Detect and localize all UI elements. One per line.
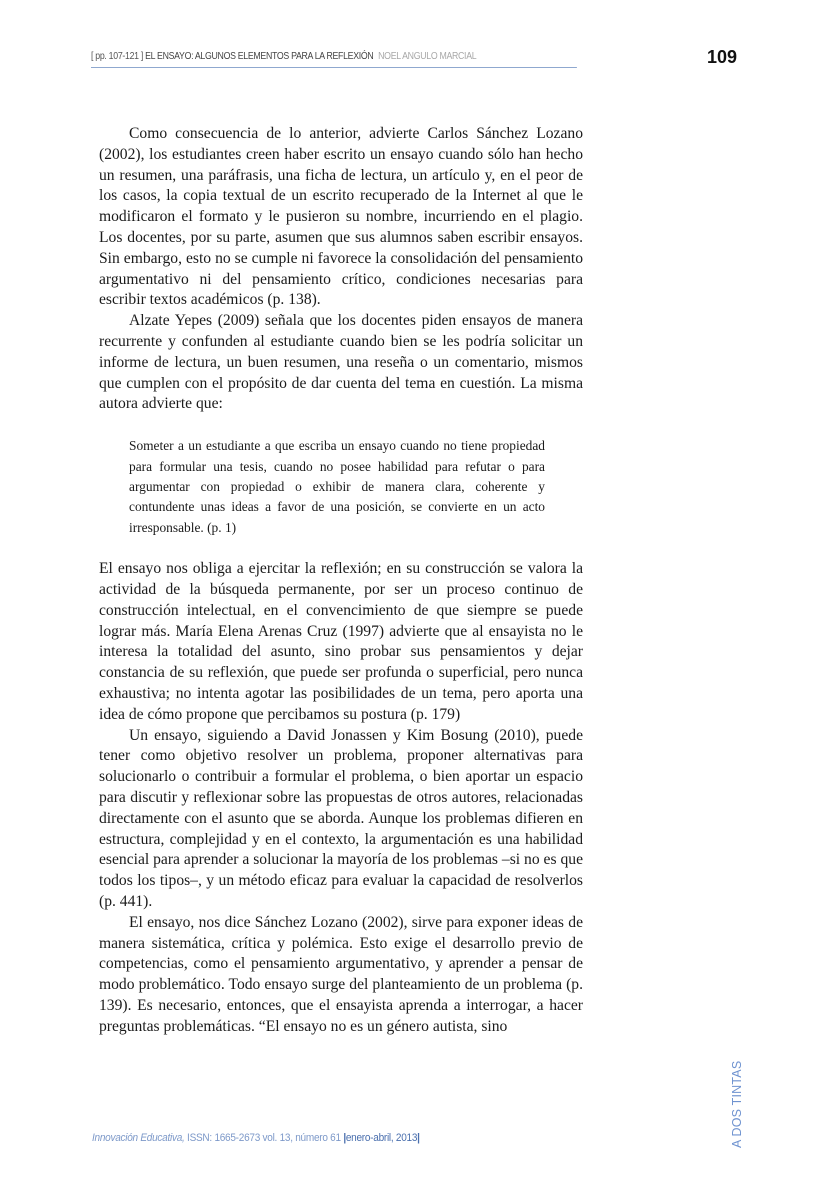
separator: | xyxy=(417,1132,420,1144)
page-range: [ pp. 107-121 ] xyxy=(91,51,143,62)
article-title: EL ENSAYO: ALGUNOS ELEMENTOS PARA LA REFLEXIÓN xyxy=(145,51,374,62)
paragraph: Como consecuencia de lo anterior, advierte Carlos Sánchez Lozano (2002), los estudiantes creen haber escrito un ensayo cuando sólo han hecho un resumen, una paráfrasis, una ficha de lectura, un artículo y, en el peor de los casos, la copia textual de un escrito recuperado de la Internet al que le modificaron el formato y le pusieron su nombre, incurriendo en el plagio. Los docentes, por su parte, asumen que sus alumnos saben escribir ensayos. Sin embargo, esto no se cumple ni favorece la consolidación del pensamiento argumentativo ni del pensamiento crítico, condiciones necesarias para escribir textos académicos (p. 138). xyxy=(99,125,583,309)
page-number: 109 xyxy=(707,47,738,67)
block-quote: Someter a un estudiante a que escriba un ensayo cuando no tiene propiedad para formular una tesis, cuando no posee habilidad para refutar o para argumentar con propiedad o exhibir de manera clara, coherente y contundente unas ideas a favor de una posición, se convierte en un acto irresponsable. (p. 1) xyxy=(129,438,545,535)
section-label: A DOS TINTAS xyxy=(730,1060,744,1148)
paragraph: Un ensayo, siguiendo a David Jonassen y Kim Bosung (2010), puede tener como objetivo resolver un problema, proponer alternativas para solucionarlo o contribuir a formular el problema, o bien aportar un espacio para discutir y reflexionar sobre las propuestas de otros autores, relacionadas directamente con el asunto que se aborda. Aunque los problemas difieren en estructura, complejidad y en el contexto, la argumentación es una habilidad esencial para aprender a solucionar la mayoría de los problemas –si no es que todos los tipos–, y un método eficaz para evaluar la capacidad de resolverlos (p. 441). xyxy=(99,726,583,910)
article-body xyxy=(99,124,583,1038)
paragraph: Alzate Yepes (2009) señala que los docentes piden ensayos de manera recurrente y confunden al estudiante cuando bien se les podría solicitar un informe de lectura, un buen resumen, una reseña o un comentario, mismos que cumplen con el propósito de dar cuenta del tema en cuestión. La misma autora advierte que: xyxy=(99,312,583,413)
paragraph: El ensayo nos obliga a ejercitar la reflexión; en su construcción se valora la actividad de la búsqueda permanente, por ser un proceso continuo de construcción intelectual, en el convencimiento de que siempre se puede lograr más. María Elena Arenas Cruz (1997) advierte que al ensayista no le interesa la totalidad del asunto, sino probar sus pensamientos y dejar constancia de su reflexión, que puede ser profunda o superficial, pero nunca exhaustiva; no intenta agotar las posibilidades de un tema, pero aporta una idea de cómo propone que percibamos su postura (p. 179) xyxy=(99,560,583,723)
journal-name: Innovación Educativa, xyxy=(92,1132,185,1144)
journal-footer xyxy=(92,1132,420,1144)
running-header xyxy=(91,50,577,68)
separator: | xyxy=(343,1132,346,1144)
issn-info: ISSN: 1665-2673 vol. 13, número 61 xyxy=(184,1132,344,1144)
issue-date: enero-abril, 2013 xyxy=(345,1132,418,1144)
author-name: NOEL ANGULO MARCIAL xyxy=(378,51,477,62)
paragraph: El ensayo, nos dice Sánchez Lozano (2002), sirve para exponer ideas de manera sistemática, crítica y polémica. Esto exige el desarrollo previo de competencias, como el pensamiento argumentativo, y aprender a pensar de modo problemático. Todo ensayo surge del planteamiento de un problema (p. 139). Es necesario, entonces, que el ensayista aprenda a interrogar, a hacer preguntas problemáticas. “El ensayo no es un género autista, sino xyxy=(99,913,583,1035)
